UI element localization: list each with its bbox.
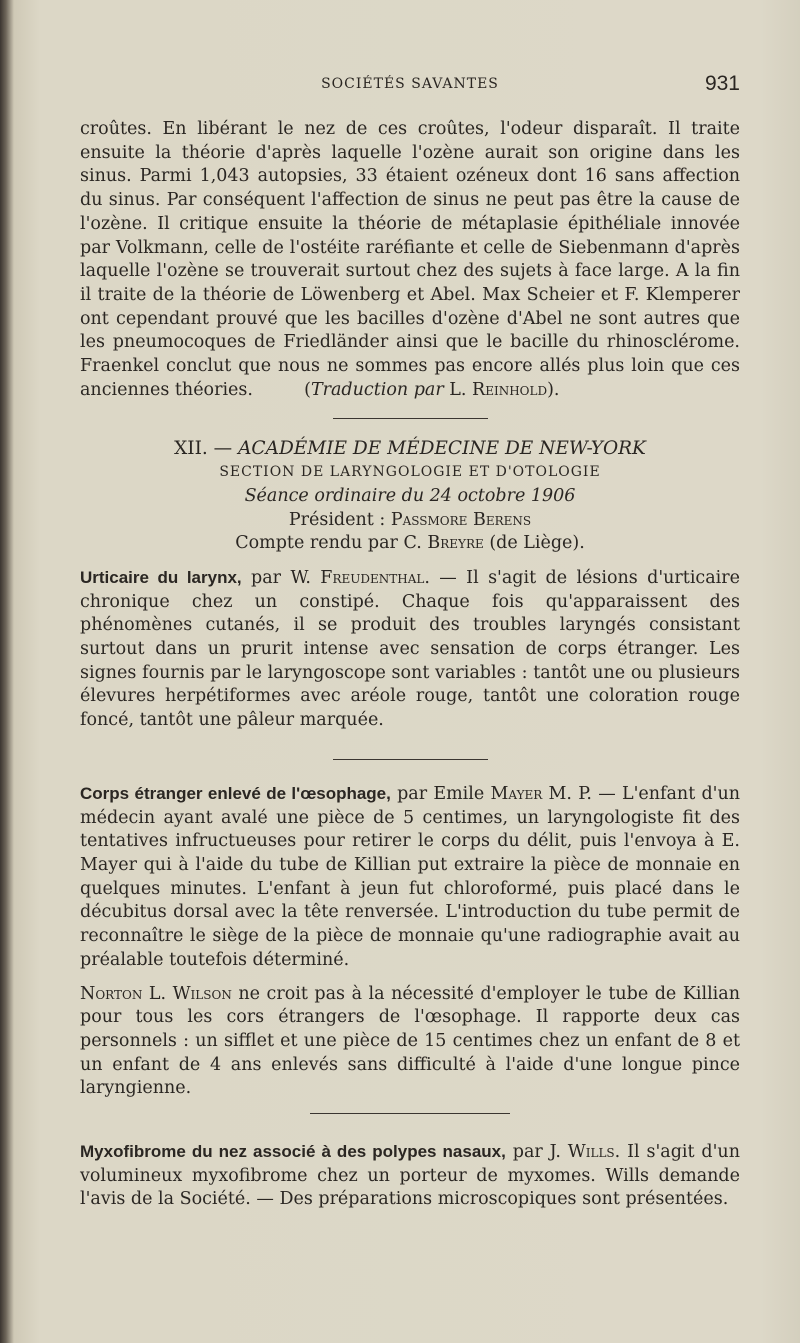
article-title: Myxofibrome du nez associé à des polypes nasaux, — [80, 1142, 506, 1162]
section-divider — [333, 418, 488, 419]
president-line — [80, 509, 740, 533]
article-text: Il s'agit d'un volumineux myxofibrome chez un porteur de myxomes. Wills demande l'avis de la Société. — Des préparations microscopiques sont présentées. — [80, 1142, 740, 1210]
article-divider — [310, 1113, 510, 1114]
session-line: Séance ordinaire du 24 octobre 1906 — [244, 485, 576, 506]
followup-text: ne croit pas à la nécessité d'employer le tube de Killian pour tous les cors étrangers de l'œsophage. Il rapporte deux cas personnels : un sifflet et une pièce de 15 centimes chez un enfant de 8 et un enfant de 4 ans enlevés sans difficulté à l'aide d'une longue pince laryngienne. — [80, 983, 740, 1099]
running-head: SOCIÉTÉS SAVANTES — [321, 76, 499, 92]
report-line — [80, 532, 740, 556]
translation-label: Traduction par — [310, 379, 444, 400]
intro-text: croûtes. En libérant le nez de ces croûtes, l'odeur disparaît. Il traite ensuite la théorie d'après laquelle l'ozène aurait son origine dans les sinus. Parmi 1,043 autopsies, 33 étaient ozéneux dont 16 sans affection du sinus. Par conséquent l'affection de sinus ne peut pas être la cause de l'ozène. Il critique ensuite la théorie de métaplasie épithéliale innovée par Volkmann, celle de l'ostéite raréfiante et celle de Siebenmann d'après laquelle l'ozène se trouverait surtout chez des sujets à face large. A la fin il traite de la théorie de Löwenberg et Abel. Max Scheier et F. Klemperer ont cependant prouvé que les bacilles d'ozène d'Abel ne sont autres que les pneumocoques de Friedländer ainsi que le bacille du rhinosclérome. Fraenkel conclut que nous ne sommes pas encore allés plus loin que ces anciennes théories. — [80, 119, 740, 400]
article-title: Urticaire du larynx, — [80, 567, 242, 587]
article-author: J. Wills. — [549, 1142, 621, 1163]
article-divider — [333, 759, 488, 760]
article-myxofibrome: Myxofibrome du nez associé à des polypes nasaux, par J. Wills. Il s'agit d'un volumineux myxofibrome chez un porteur de myxomes. Wills demande l'avis de la Société. — Des préparations microscopiques sont présentées. — [80, 1142, 740, 1210]
article-title: Corps étranger enlevé de l'œsophage, — [80, 783, 391, 803]
article-text: — Il s'agit de lésions d'urticaire chronique chez un constipé. Chaque fois qu'apparaissent des phénomènes cutanés, il se produit des troubles laryngés consistant surtout dans un prurit intense avec sensation de corps étranger. Les signes fournis par le laryngoscope sont variables : tantôt une ou plusieurs élevures herpétiformes avec aréole rouge, tantôt une coloration rouge foncé, tantôt une pâleur marquée. — [80, 567, 740, 731]
page-body — [80, 118, 740, 1212]
president-label: Président : — [288, 509, 386, 530]
intro-paragraph — [80, 118, 740, 402]
report-label: Compte rendu par — [235, 533, 398, 554]
section-subtitle: SECTION DE LARYNGOLOGIE ET D'OTOLOGIE — [219, 464, 601, 481]
translator-name: L. Reinhold — [449, 379, 548, 400]
president-name: Passmore Berens — [390, 509, 532, 530]
article-author: Mayer M. P. — [490, 783, 592, 804]
article-corps-etranger: Corps étranger enlevé de l'œsophage, par Emile Mayer M. P. — L'enfant d'un médecin ayant avalé une pièce de 5 centimes, un laryngologiste fit des tentatives infructueuses pour retirer le corps du délit, puis l'envoya à E. Mayer qui à l'aide du tube de Killian put extraire la pièce de monnaie en quelques minutes. L'enfant à jeun fut chloroformé, puis placé dans le décubitus dorsal avec la tête renversée. L'introduction du tube permit de reconnaître le siège de la pièce de monnaie qu'une radiographie avait au préalable toutefois déterminé. — [80, 783, 740, 970]
followup-author: Norton L. Wilson — [80, 983, 232, 1004]
article-urticaire: Urticaire du larynx, par W. Freudenthal. — Il s'agit de lésions d'urticaire chronique chez un constipé. Chaque fois qu'apparaissent des phénomènes cutanés, il se produit des troubles laryngés consistant surtout dans un prurit intense avec sensation de corps étranger. Les signes fournis par le laryngoscope sont variables : tantôt une ou plusieurs élevures herpétiformes avec aréole rouge, tantôt une coloration rouge foncé, tantôt une pâleur marquée. — [80, 567, 740, 731]
report-name: C. Breyre — [403, 533, 484, 554]
report-place: (de Liège). — [489, 533, 585, 554]
article-author: W. Freudenthal. — [290, 567, 430, 588]
article-followup — [80, 983, 740, 1102]
article-text: — L'enfant d'un médecin ayant avalé une pièce de 5 centimes, un laryngologiste fit des tentatives infructueuses pour retirer le corps du délit, puis l'envoya à E. Mayer qui à l'aide du tube de Killian put extraire la pièce de monnaie en quelques minutes. L'enfant à jeun fut chloroformé, puis placé dans le décubitus dorsal avec la tête renversée. L'introduction du tube permit de reconnaître le siège de la pièce de monnaie qu'une radiographie avait au préalable toutefois déterminé. — [80, 783, 740, 970]
page-number: 931 — [704, 72, 740, 95]
section-number: XII. — — [174, 438, 233, 460]
section-heading — [80, 437, 740, 461]
section-title: ACADÉMIE DE MÉDECINE DE NEW-YORK — [238, 438, 646, 460]
page-header — [80, 72, 740, 100]
translation-credit: (Traduction par L. Reinhold). — [304, 379, 560, 400]
